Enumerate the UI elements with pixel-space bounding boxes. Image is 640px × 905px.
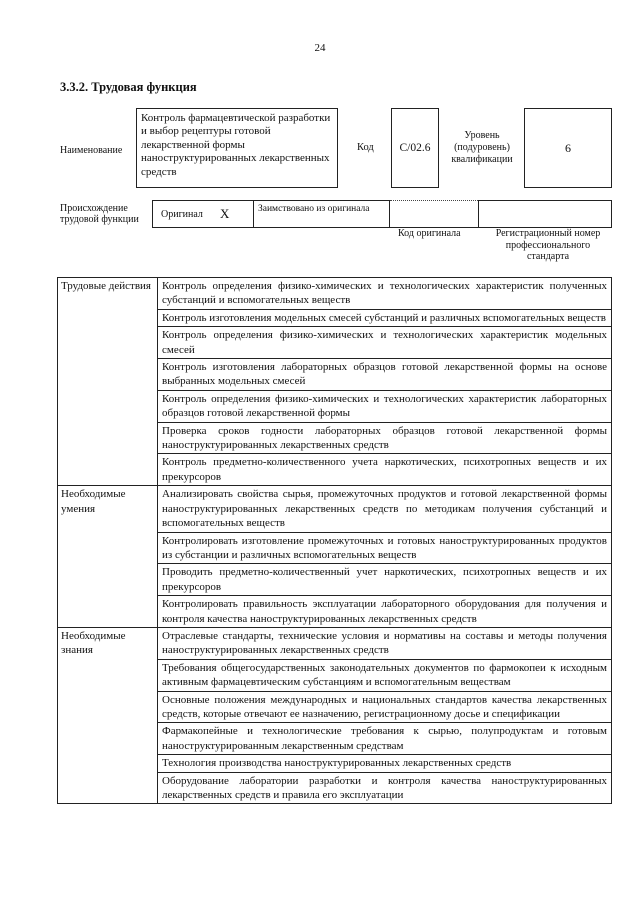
item-cell: Фармакопейные и технологические требования к сырью, полупродуктам и готовым наноструктурированным лекарственным средствам [158, 723, 612, 755]
item-cell: Основные положения международных и национальных стандартов качества лекарственных средств, которые отвечают ее назначению, регистрационному досье и спецификации [158, 691, 612, 723]
borrowed-cell [254, 200, 390, 228]
category-cell: Трудовые действия [58, 278, 158, 486]
borrowed-label: Заимствовано из оригинала [258, 204, 370, 214]
level-value-box: 6 [524, 108, 612, 188]
item-cell: Контроль изготовления модельных смесей субстанций и различных вспомогательных веществ [158, 309, 612, 326]
category-cell: Необходимые знания [58, 627, 158, 803]
item-cell: Анализировать свойства сырья, промежуточных продуктов и готовой лекарственной формы наноструктурированных лекарственных средств по методикам получения субстанций и вспомогательных веществ [158, 486, 612, 532]
table-row [58, 486, 612, 532]
item-cell: Отраслевые стандарты, технические условия и нормативы на составы и методы получения наноструктурированных лекарственных средств [158, 627, 612, 659]
origin-label: Происхождение трудовой функции [60, 203, 139, 225]
table-row [58, 278, 612, 310]
code-value-box: С/02.6 [391, 108, 439, 188]
item-cell: Контролировать изготовление промежуточных и готовых наноструктурированных продуктов из субстанции и различных вспомогательных веществ [158, 532, 612, 564]
name-label: Наименование [60, 145, 123, 156]
category-cell: Необходимые умения [58, 486, 158, 628]
item-cell: Проводить предметно-количественный учет наркотических, психотропных веществ и их прекурсоров [158, 564, 612, 596]
competency-table [57, 277, 612, 804]
item-cell: Контроль изготовления лабораторных образцов готовой лекарственной формы на основе выбранных модельных смесей [158, 359, 612, 391]
reg-number-caption: Регистрационный номер профессионального стандарта [495, 228, 601, 262]
item-cell: Проверка сроков годности лабораторных образцов готовой лекарственной формы наноструктурированных лекарственных средств [158, 422, 612, 454]
reg-number-cell [478, 200, 612, 228]
code-label: Код [357, 142, 374, 153]
original-cell [152, 200, 254, 228]
original-label: Оригинал [161, 209, 203, 220]
function-name-box: Контроль фармацевтической разработки и выбор рецептуры готовой лекарственной формы наноструктурированных лекарственных средств [136, 108, 338, 188]
origin-row [152, 200, 612, 228]
original-mark: X [220, 206, 230, 221]
item-cell: Контроль определения физико-химических и технологических характеристик полученных субстанций и вспомогательных веществ [158, 278, 612, 310]
item-cell: Контроль определения физико-химических и технологических характеристик модельных смесей [158, 327, 612, 359]
item-cell: Требования общегосударственных законодательных документов по фармокопеи к исходным активным фармацевтическим субстанциям и вспомогательным веществам [158, 659, 612, 691]
competency-table-body [58, 278, 612, 804]
item-cell: Контролировать правильность эксплуатации лабораторного оборудования для получения и контроля качества наноструктурированных лекарственных средств [158, 596, 612, 628]
item-cell: Оборудование лаборатории разработки и контроля качества наноструктурированных лекарственных средств и правила его эксплуатации [158, 772, 612, 804]
table-row [58, 627, 612, 659]
code-original-caption: Код оригинала [398, 228, 461, 239]
level-label: Уровень (подуровень) квалификации [451, 130, 513, 165]
page-number: 24 [314, 42, 326, 54]
section-title: 3.3.2. Трудовая функция [60, 80, 197, 94]
item-cell: Контроль предметно-количественного учета наркотических, психотропных веществ и их прекурсоров [158, 454, 612, 486]
item-cell: Контроль определения физико-химических и технологических характеристик лабораторных образцов готовой лекарственной формы [158, 390, 612, 422]
code-original-cell [390, 200, 478, 228]
item-cell: Технология производства наноструктурированных лекарственных средств [158, 755, 612, 772]
